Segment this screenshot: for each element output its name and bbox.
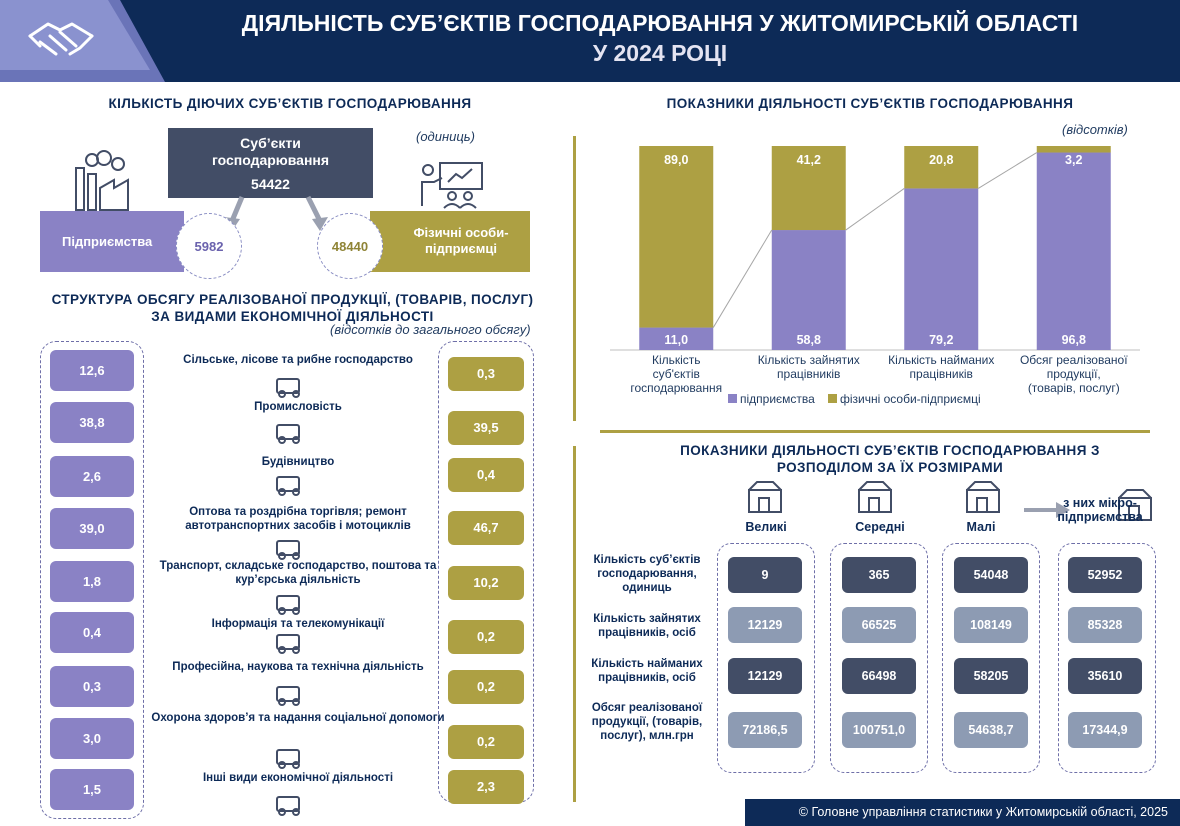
size-row-label: Кількість найманих працівників, осіб bbox=[591, 658, 703, 684]
activity-label: Промисловість bbox=[254, 401, 342, 413]
size-value-cell: 58205 bbox=[954, 658, 1028, 694]
data-label-enterprises: 58,8 bbox=[796, 333, 821, 347]
enterprises-box: Підприємства bbox=[40, 211, 184, 272]
series-connector-line bbox=[978, 153, 1037, 189]
legend-swatch-individuals bbox=[828, 394, 837, 403]
activity-label: Інші види економічної діяльності bbox=[202, 772, 394, 784]
category-label: суб'єктів bbox=[652, 367, 700, 381]
handshake-logo bbox=[0, 0, 165, 82]
size-value-cell: 35610 bbox=[1068, 658, 1142, 694]
category-label: продукції, bbox=[1046, 367, 1101, 381]
presenter-icon bbox=[418, 160, 486, 210]
gears-conveyor-icon bbox=[273, 419, 307, 445]
separator bbox=[600, 430, 1150, 433]
size-column-heading: Великі bbox=[745, 520, 787, 534]
size-value-cell: 9 bbox=[728, 557, 802, 593]
individual-share-value: 46,7 bbox=[448, 511, 524, 545]
size-value-cell: 52952 bbox=[1068, 557, 1142, 593]
individuals-box bbox=[370, 211, 530, 272]
crane-icon bbox=[273, 471, 307, 497]
category-label: Кількість зайнятих bbox=[757, 353, 860, 367]
bar-enterprises bbox=[1037, 153, 1111, 350]
series-connector-line bbox=[713, 230, 772, 328]
chart-unit: (відсотків) bbox=[1062, 122, 1128, 137]
activity-label: Сільське, лісове та рибне господарство bbox=[183, 354, 413, 366]
category-label: працівників bbox=[777, 367, 841, 381]
data-label-enterprises: 79,2 bbox=[929, 333, 954, 347]
activity-label: Професійна, наукова та технічна діяльність bbox=[172, 661, 424, 673]
category-label: Кількість найманих bbox=[888, 353, 995, 367]
activity-label: Оптова та роздрібна торгівля; ремонт автотранспортних засобів і мотоциклів bbox=[185, 506, 411, 532]
chart-title: ПОКАЗНИКИ ДІЯЛЬНОСТІ СУБ’ЄКТІВ ГОСПОДАРЮВАННЯ bbox=[666, 96, 1074, 111]
bar-individuals bbox=[1037, 146, 1111, 153]
bar-individuals bbox=[639, 146, 713, 328]
series-connector-line bbox=[846, 188, 905, 230]
size-value-cell: 66498 bbox=[842, 658, 916, 694]
category-label: господарювання bbox=[630, 381, 723, 395]
enterprise-share-value: 38,8 bbox=[50, 402, 134, 443]
size-column-heading: з них мікро-підприємства bbox=[1057, 496, 1143, 524]
enterprise-share-value: 1,8 bbox=[50, 561, 134, 602]
activity-label: Будівництво bbox=[261, 456, 335, 468]
enterprise-share-value: 0,4 bbox=[50, 612, 134, 653]
individuals-value: 48440 bbox=[317, 213, 383, 279]
individual-share-value: 0,2 bbox=[448, 670, 524, 704]
stacked-bar-chart bbox=[600, 138, 1160, 418]
delivery-truck-icon bbox=[273, 590, 307, 616]
footer-copyright: © Головне управління статистики у Житомирській області, 2025 bbox=[745, 799, 1180, 826]
individual-share-value: 0,2 bbox=[448, 620, 524, 654]
size-value-cell: 100751,0 bbox=[842, 712, 916, 748]
individuals-label: Фізичні особи-підприємці bbox=[413, 225, 509, 256]
size-column-heading: Середні bbox=[855, 520, 905, 534]
data-label-individuals: 3,2 bbox=[1065, 153, 1083, 167]
size-row-label: Кількість зайнятих працівників, осіб bbox=[593, 613, 701, 639]
activity-label: Транспорт, складське господарство, поштова та кур’єрська діяльність bbox=[159, 560, 437, 586]
size-value-cell: 12129 bbox=[728, 607, 802, 643]
factory-icon bbox=[855, 478, 895, 514]
individual-share-value: 39,5 bbox=[448, 411, 524, 445]
individual-share-value: 0,3 bbox=[448, 357, 524, 391]
activity-label: Охорона здоров’я та надання соціальної допомоги bbox=[151, 712, 445, 724]
enterprise-share-value: 1,5 bbox=[50, 769, 134, 810]
size-value-cell: 72186,5 bbox=[728, 712, 802, 748]
separator bbox=[573, 136, 576, 421]
factory-icon bbox=[963, 478, 1003, 514]
page-title: ДІЯЛЬНІСТЬ СУБ’ЄКТІВ ГОСПОДАРЮВАННЯ У ЖИТОМИРСЬКІЙ ОБЛАСТІ У 2024 РОЦІ bbox=[241, 10, 1079, 66]
size-value-cell: 54048 bbox=[954, 557, 1028, 593]
count-unit: (одиниць) bbox=[416, 129, 475, 144]
activity-label: Інформація та телекомунікації bbox=[211, 618, 385, 630]
size-section-title: ПОКАЗНИКИ ДІЯЛЬНОСТІ СУБ’ЄКТІВ ГОСПОДАРЮВАННЯ З РОЗПОДІЛОМ ЗА ЇХ РОЗМІРАМИ bbox=[680, 443, 1100, 475]
data-label-individuals: 41,2 bbox=[796, 153, 821, 167]
category-label: працівників bbox=[909, 367, 973, 381]
size-value-cell: 108149 bbox=[954, 607, 1028, 643]
individual-share-value: 2,3 bbox=[448, 770, 524, 804]
factory-icon bbox=[70, 150, 140, 212]
size-value-cell: 85328 bbox=[1068, 607, 1142, 643]
structure-unit: (відсотків до загального обсягу) bbox=[330, 322, 531, 337]
tractor-icon bbox=[273, 373, 307, 399]
legend-label-enterprises: підприємства bbox=[740, 392, 815, 406]
size-value-cell: 365 bbox=[842, 557, 916, 593]
total-entities-value: 54422 bbox=[251, 176, 290, 192]
enterprise-share-value: 39,0 bbox=[50, 508, 134, 549]
category-label: Кількість bbox=[651, 353, 701, 367]
enterprises-value: 5982 bbox=[176, 213, 242, 279]
structure-section-title: СТРУКТУРА ОБСЯГУ РЕАЛІЗОВАНОЇ ПРОДУКЦІЇ, (ТОВАРІВ, ПОСЛУГ) ЗА ВИДАМИ ЕКОНОМІЧНОЇ ДІЯЛЬНОСТІ bbox=[51, 292, 534, 324]
size-value-cell: 54638,7 bbox=[954, 712, 1028, 748]
size-value-cell: 17344,9 bbox=[1068, 712, 1142, 748]
enterprise-share-value: 2,6 bbox=[50, 456, 134, 497]
size-row-label: Обсяг реалізованої продукції, (товарів, послуг), млн.грн bbox=[591, 702, 703, 742]
size-value-cell: 66525 bbox=[842, 607, 916, 643]
bar-enterprises bbox=[772, 230, 846, 350]
factory-icon bbox=[745, 478, 785, 514]
computer-icon bbox=[273, 791, 307, 817]
size-column-heading: Малі bbox=[966, 520, 996, 534]
legend-swatch-enterprises bbox=[728, 394, 737, 403]
bar-enterprises bbox=[904, 188, 978, 350]
enterprise-share-value: 12,6 bbox=[50, 350, 134, 391]
enterprise-share-value: 0,3 bbox=[50, 666, 134, 707]
data-label-enterprises: 11,0 bbox=[664, 333, 689, 347]
laptop-antenna-icon bbox=[273, 629, 307, 655]
data-label-enterprises: 96,8 bbox=[1061, 333, 1086, 347]
individual-share-value: 10,2 bbox=[448, 566, 524, 600]
total-entities-box: Суб’єкти господарювання 54422 bbox=[168, 128, 373, 198]
category-label: Обсяг реалізованої bbox=[1019, 353, 1128, 367]
count-section-title: КІЛЬКІСТЬ ДІЮЧИХ СУБ’ЄКТІВ ГОСПОДАРЮВАННЯ bbox=[108, 96, 472, 111]
enterprise-share-value: 3,0 bbox=[50, 718, 134, 759]
size-value-cell: 12129 bbox=[728, 658, 802, 694]
shopping-cart-icon bbox=[273, 535, 307, 561]
lightbulb-person-icon bbox=[273, 681, 307, 707]
wheelchair-icon bbox=[273, 744, 307, 770]
size-row-label: Кількість суб’єктів господарювання, одиниць bbox=[593, 554, 701, 594]
data-label-individuals: 20,8 bbox=[929, 153, 954, 167]
category-label: (товарів, послуг) bbox=[1027, 381, 1120, 395]
individual-share-value: 0,2 bbox=[448, 725, 524, 759]
data-label-individuals: 89,0 bbox=[664, 153, 689, 167]
legend-label-individuals: фізичні особи-підприємці bbox=[840, 392, 981, 406]
individual-share-value: 0,4 bbox=[448, 458, 524, 492]
